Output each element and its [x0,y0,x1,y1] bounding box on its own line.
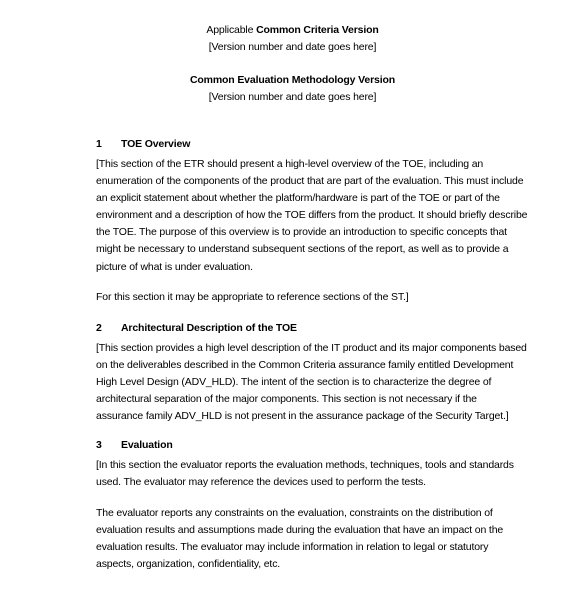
cc-version-prefix: Applicable [206,24,257,36]
text-line: environment and a description of how the TOE differs from the product. It should briefly describe [96,209,528,222]
section-1-heading [96,137,190,151]
text-line: evaluation results and assumptions made during the evaluation that have an impact on the [96,524,504,537]
text-line: on the deliverables described in the Common Criteria assurance family entitled Development [96,359,514,372]
text-line: the TOE. The purpose of this overview is to provide an introduction to specific concepts that [96,226,507,239]
text-line: The evaluator reports any constraints on the evaluation, constraints on the distribution of [96,507,493,519]
cem-version-title: Common Evaluation Methodology Version [189,74,396,86]
section-3-paragraph-2 [96,505,528,573]
section-1-title: TOE Overview [121,138,191,150]
cem-version-placeholder: [Version number and date goes here] [208,91,377,103]
section-2-heading [96,321,297,335]
section-2-title: Architectural Description of the TOE [121,322,297,334]
text-line: assurance family ADV_HLD is not present in the assurance package of the Security Target.] [96,410,509,423]
text-line: used. The evaluator may reference the devices used to perform the tests. [96,476,426,489]
text-line: enumeration of the components of the product that are part of the evaluation. This must include [96,175,524,188]
text-line: evaluation results. The evaluator may include information in relation to legal or statutory [96,541,489,554]
section-2-number: 2 [96,322,102,334]
text-line: aspects, organization, confidentiality, etc. [96,558,281,571]
cc-version-line [0,23,585,37]
section-1-paragraph-2 [96,289,528,306]
section-1-number: 1 [96,138,102,150]
cc-version-placeholder: [Version number and date goes here] [208,41,377,53]
text-line: High Level Design (ADV_HLD). The intent of the section is to characterize the degree of [96,376,492,389]
section-3-number: 3 [96,439,102,451]
section-1-paragraph-1 [96,156,528,276]
text-line: For this section it may be appropriate to reference sections of the ST.] [96,291,409,303]
section-2-paragraph-1 [96,340,528,425]
section-3-heading [96,438,173,452]
text-line: architectural separation of the major components. This section is not necessary if the [96,393,477,406]
text-line: an explicit statement about whether the platform/hardware is part of the TOE or part of the [96,192,500,205]
text-line: might be necessary to understand subsequent sections of the report, as well as to provide a [96,243,509,256]
section-3-paragraph-1 [96,457,528,491]
cc-version-title: Common Criteria Version [256,24,379,36]
text-line: [In this section the evaluator reports the evaluation methods, techniques, tools and standards [96,459,514,471]
section-3-title: Evaluation [121,439,173,451]
text-line: picture of what is under evaluation. [96,260,253,273]
text-line: [This section of the ETR should present a high-level overview of the TOE, including an [96,158,484,170]
text-line: [This section provides a high level description of the IT product and its major components based [96,342,527,354]
